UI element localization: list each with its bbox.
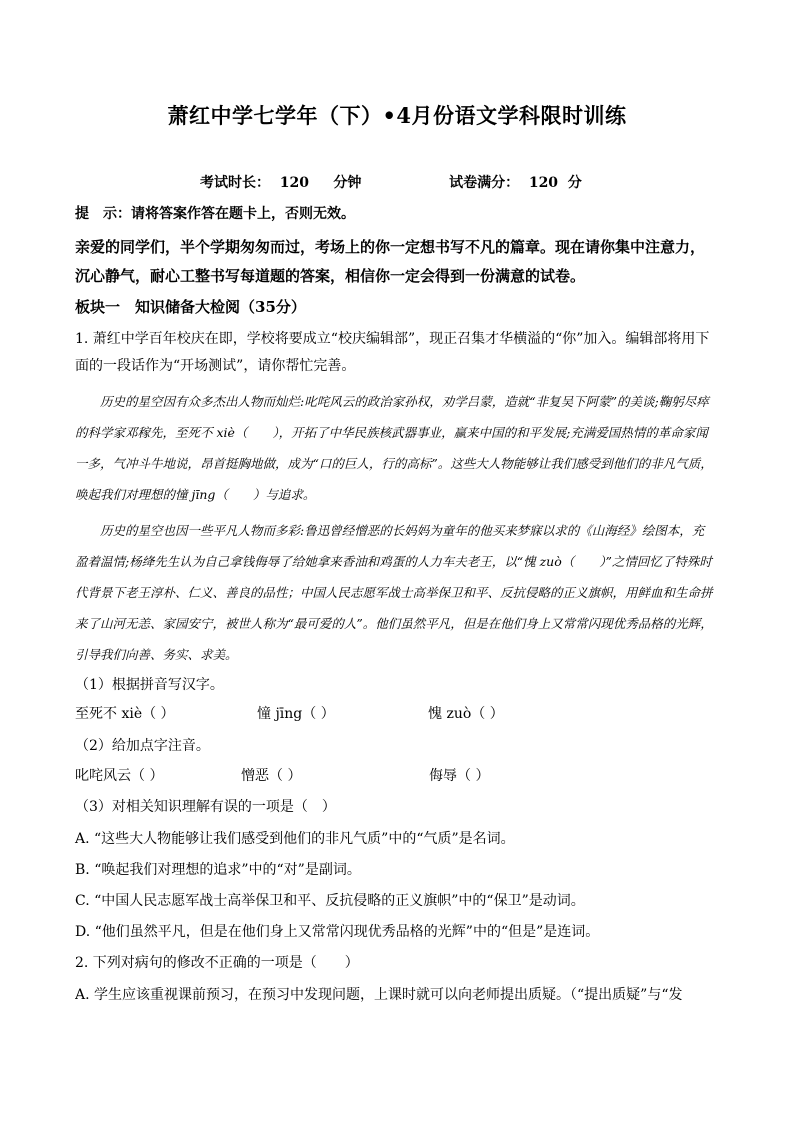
option-b[interactable]: B. “唤起我们对理想的追求”中的“对”是副词。 bbox=[75, 862, 361, 878]
subquestion-1: （1）根据拼音写汉字。 bbox=[75, 677, 224, 693]
question-2-stem: 2. 下列对病句的修改不正确的一项是（ ） bbox=[75, 955, 359, 971]
pinyin-blank-3[interactable]: 愧 zuò（ ） bbox=[428, 706, 504, 722]
option-d[interactable]: D. “他们虽然平凡，但是在他们身上又常常闪现优秀品格的光辉”中的“但是”是连词。 bbox=[75, 924, 600, 940]
pinyin-blank-2[interactable]: 憧 jīng（ ） bbox=[257, 706, 335, 722]
notice-text: 提 示：请将答案作答在题卡上，否则无效。 bbox=[75, 206, 355, 222]
passage-paragraph-1: 历史的星空因有众多杰出人物而灿烂:叱咤风云的政治家孙权，劝学吕蒙，造就“非复吴下阿蒙”的美谈;鞠躬尽瘁的科学家邓稼先，至死不 xiè（ ），开拓了中华民族核武器事业，赢来中国的和平发展;充满爱国热情的革命家闻一多，气冲斗牛地说，昂首挺胸地做，成为“口的巨人，行的高标”。这些大人物能够让我们感受到他们的非凡气质，唤起我们对理想的憧 jīng（ ）与追求。 bbox=[75, 394, 713, 502]
section-heading: 板块一 知识储备大检阅（35分） bbox=[75, 298, 306, 316]
question-2-option-a[interactable]: A. 学生应该重视课前预习，在预习中发现问题，上课时就可以向老师提出质疑。（“提出质疑”与“发 bbox=[75, 987, 683, 1003]
phonetic-blank-3[interactable]: 侮辱（ ） bbox=[429, 768, 490, 784]
option-c[interactable]: C. “中国人民志愿军战士高举保卫和平、反抗侵略的正义旗帜”中的“保卫”是动词。 bbox=[75, 893, 585, 909]
subquestion-2: （2）给加点字注音。 bbox=[75, 738, 210, 754]
question-1-stem: 1. 萧红中学百年校庆在即，学校将要成立“校庆编辑部”，现正召集才华横溢的“你”加入。编辑部将用下面的一段话作为“开场测试”，请你帮忙完善。 bbox=[75, 331, 710, 374]
phonetic-blank-1[interactable]: 叱咤风云（ ） bbox=[75, 768, 164, 784]
pinyin-blank-1[interactable]: 至死不 xiè（ ） bbox=[75, 706, 175, 722]
passage-paragraph-2: 历史的星空也因一些平凡人物而多彩:鲁迅曾经憎恶的长妈妈为童年的他买来梦寐以求的《山海经》绘图本，充盈着温情;杨绛先生认为自己拿钱侮辱了给她拿来香油和鸡蛋的人力车夫老王，以“愧 zuò（ ）”之情回忆了特殊时代背景下老王淳朴、仁义、善良的品性；中国人民志愿军战士高举保卫和平、反抗侵略的正义旗帜，用鲜血和生命拼来了山河无恙、家园安宁，被世人称为“最可爱的人”。他们虽然平凡，但是在他们身上又常常闪现优秀品格的光辉，引导我们向善、务实、求美。 bbox=[75, 523, 713, 662]
page-title: 萧红中学七学年（下）•4月份语文学科限时训练 bbox=[167, 103, 627, 128]
phonetic-blank-2[interactable]: 憎恶（ ） bbox=[241, 768, 302, 784]
option-a[interactable]: A. “这些大人物能够让我们感受到他们的非凡气质”中的“气质”是名词。 bbox=[75, 831, 515, 847]
exam-info: 考试时长： 120 分钟 试卷满分： 120 分 bbox=[200, 175, 582, 191]
subquestion-3: （3）对相关知识理解有误的一项是（ ） bbox=[75, 799, 336, 815]
intro-paragraph: 亲爱的同学们，半个学期匆匆而过，考场上的你一定想书写不凡的篇章。现在请你集中注意力，沉心静气，耐心工整书写每道题的答案，相信你一定会得到一份满意的试卷。 bbox=[75, 238, 706, 285]
